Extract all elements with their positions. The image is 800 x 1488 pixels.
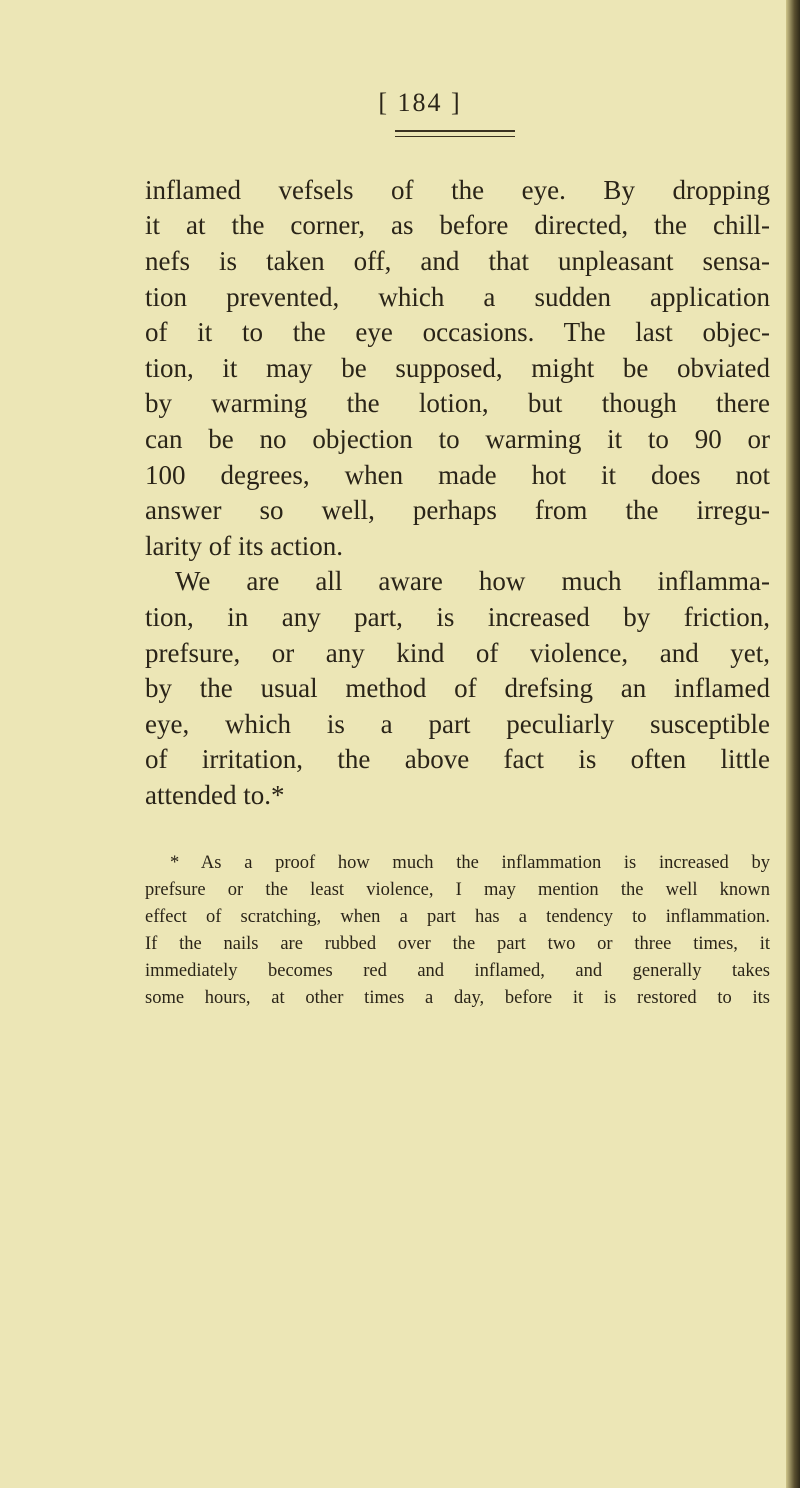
body-line: of irritation, the above fact is often little <box>145 744 770 774</box>
body-line: prefsure, or any kind of violence, and yet, <box>145 638 770 668</box>
footnote-line: effect of scratching, when a part has a tendency to inflammation. <box>145 907 770 927</box>
body-line: of it to the eye occasions. The last objec- <box>145 317 770 347</box>
body-line: inflamed vefsels of the eye. By dropping <box>145 175 770 205</box>
header-rule <box>395 130 515 137</box>
footnote-line: some hours, at other times a day, before it is restored to its <box>145 988 770 1008</box>
body-line: larity of its action. <box>145 531 343 561</box>
footnote-line: prefsure or the least violence, I may mention the well known <box>145 880 770 900</box>
body-line: nefs is taken off, and that unpleasant sensa- <box>145 246 770 276</box>
body-line: it at the corner, as before directed, the chill- <box>145 210 770 240</box>
footnote-line: If the nails are rubbed over the part two or three times, it <box>145 934 770 954</box>
body-line: attended to.* <box>145 780 285 810</box>
body-line: by warming the lotion, but though there <box>145 388 770 418</box>
body-line: tion, it may be supposed, might be obviated <box>145 353 770 383</box>
body-line: tion, in any part, is increased by friction, <box>145 602 770 632</box>
footnote-line: immediately becomes red and inflamed, and generally takes <box>145 961 770 981</box>
body-line: answer so well, perhaps from the irregu- <box>145 495 770 525</box>
body-line: can be no objection to warming it to 90 or <box>145 424 770 454</box>
body-line: 100 degrees, when made hot it does not <box>145 460 770 490</box>
body-line: by the usual method of drefsing an inflamed <box>145 673 770 703</box>
page-number: [ 184 ] <box>378 88 462 117</box>
body-line: We are all aware how much inflamma- <box>175 566 770 596</box>
book-binding-edge <box>786 0 800 1488</box>
body-line: eye, which is a part peculiarly susceptible <box>145 709 770 739</box>
body-line: tion prevented, which a sudden application <box>145 282 770 312</box>
footnote-line: * As a proof how much the inflammation is increased by <box>170 853 770 873</box>
